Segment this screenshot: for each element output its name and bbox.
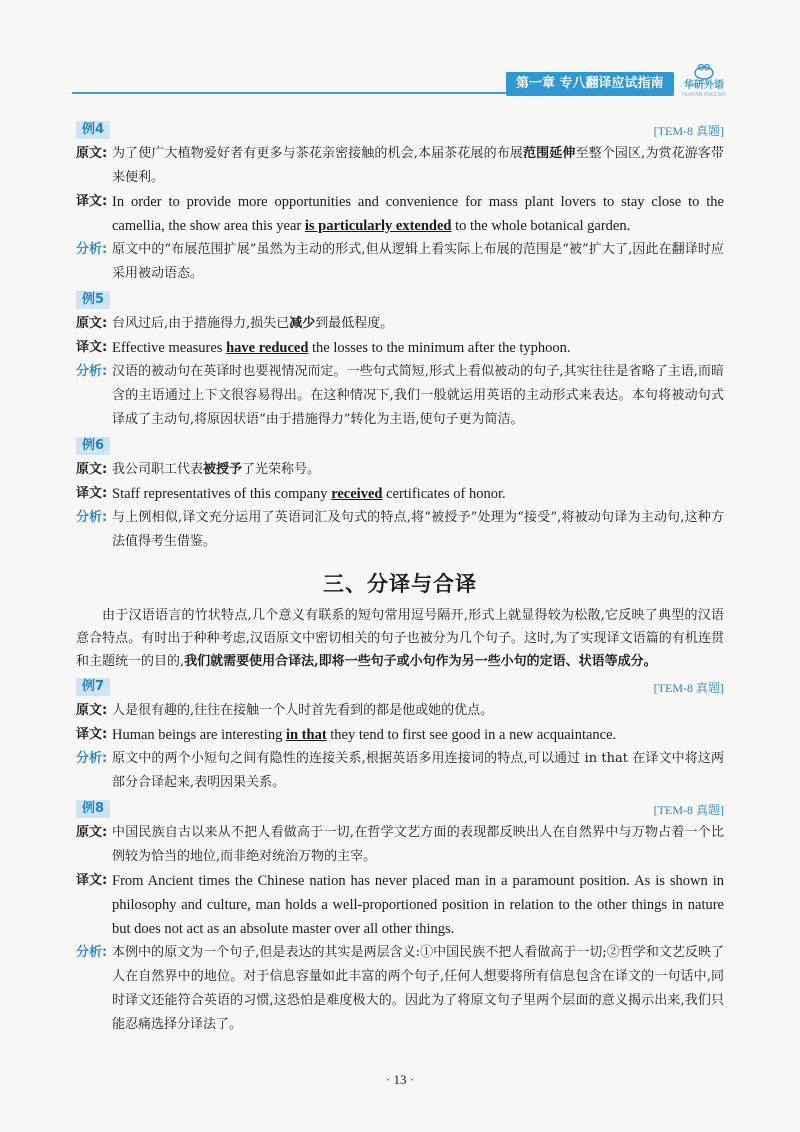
translation-tag: 译文:: [76, 194, 108, 209]
example-block: [76, 290, 724, 432]
analysis-tag: 分析:: [76, 510, 108, 525]
translation-tag: 译文:: [76, 727, 108, 742]
original-text: 为了使广大植物爱好者有更多与茶花亲密接触的机会,本届茶花展的布展范围延伸至整个园区,为赏花游客带来便利。: [112, 146, 724, 185]
original-text: 台风过后,由于措施得力,损失已减少到最低程度。: [112, 316, 394, 331]
highlight-phrase: 减少: [289, 316, 316, 331]
analysis-tag: 分析:: [76, 751, 108, 766]
intro-bold-text: 我们就需要使用合译法,即将一些句子或小句作为另一些小句的定语、状语等成分。: [184, 654, 657, 669]
highlight-phrase: received: [331, 486, 383, 502]
exam-source: [TEM-8 真题]: [653, 681, 724, 695]
logo-icon: [693, 62, 715, 80]
example-label: 例4: [76, 121, 110, 139]
highlight-phrase: 范围延伸: [523, 146, 576, 161]
analysis-text: 原文中的“布展范围扩展”虽然为主动的形式,但从逻辑上看实际上布展的范围是“被”扩大了,因此在翻译时应采用被动语态。: [112, 242, 724, 281]
original-tag: 原文:: [76, 316, 108, 331]
example-label: 例8: [76, 800, 110, 818]
original-tag: 原文:: [76, 462, 108, 477]
translation-text: In order to provide more opportunities and convenience for mass plant lovers to stay close to the camellia, the show area this year is particularly extended to the whole botanical garden.: [112, 194, 724, 234]
original-tag: 原文:: [76, 703, 108, 718]
analysis-text: 原文中的两个小短句之间有隐性的连接关系,根据英语多用连接词的特点,可以通过 in that 在译文中将这两部分合译起来,表明因果关系。: [112, 751, 724, 790]
example-block: [76, 677, 724, 795]
page-number: · 13 ·: [385, 1072, 415, 1087]
analysis-text: 汉语的被动句在英译时也要视情况而定。一些句式简短,形式上看似被动的句子,其实往往是省略了主语,而暗含的主语通过上下文很容易得出。在这种情况下,我们一般就运用英语的主动形式来表达。本句将被动句式译成了主动句,将原因状语“由于措施得力”转化为主语,使句子更为简洁。: [112, 364, 724, 427]
page-header: [0, 62, 800, 102]
chapter-title: 第一章 专八翻译应试指南: [506, 72, 674, 96]
translation-text: Human beings are interesting in that they tend to first see good in a new acquaintance.: [112, 727, 617, 743]
exam-source: [TEM-8 真题]: [653, 124, 724, 138]
translation-tag: 译文:: [76, 340, 108, 355]
section-title: 三、分译与合译: [323, 572, 477, 596]
section-intro: 由于汉语语言的竹状特点,几个意义有联系的短句常用逗号隔开,形式上就显得较为松散,它反映了典型的汉语意合特点。有时出于种种考虑,汉语原文中密切相关的句子也被分为几个句子。这时,为了实现译文语篇的有机连贯和主题统一的目的,我们就需要使用合译法,即将一些句子或小句作为另一些小句的定语、状语等成分。: [76, 608, 724, 669]
original-text: 我公司职工代表被授予了光荣称号。: [112, 462, 321, 477]
highlight-phrase: in that: [285, 727, 327, 743]
logo-brand: 华研外语: [684, 80, 724, 91]
analysis-tag: 分析:: [76, 945, 108, 960]
analysis-tag: 分析:: [76, 364, 108, 379]
translation-text: Staff representatives of this company received certificates of honor.: [112, 486, 506, 502]
header-rule: [72, 92, 507, 94]
highlight-phrase: have reduced: [226, 340, 309, 356]
exam-source: [TEM-8 真题]: [653, 803, 724, 817]
translation-text: From Ancient times the Chinese nation has never placed man in a paramount position. As is shown in philosophy and culture, man holds a well-proportioned position in relation to the other things in nature but does not act as an absolute master over all other things.: [112, 873, 724, 937]
translation-tag: 译文:: [76, 486, 108, 501]
analysis-tag: 分析:: [76, 242, 108, 257]
example-label: 例5: [76, 291, 110, 309]
logo-subtext: HUAYAN ENGLISH: [682, 92, 726, 98]
translation-tag: 译文:: [76, 873, 108, 888]
original-tag: 原文:: [76, 825, 108, 840]
example-label: 例6: [76, 437, 110, 455]
translation-text: Effective measures have reduced the losses to the minimum after the typhoon.: [112, 340, 571, 356]
example-block: [76, 436, 724, 554]
highlight-phrase: is particularly extended: [304, 218, 452, 234]
original-tag: 原文:: [76, 146, 108, 161]
page-content: [76, 116, 724, 1037]
publisher-logo: [674, 62, 734, 102]
analysis-text: 与上例相似,译文充分运用了英语词汇及句式的特点,将“被授予”处理为“接受”,将被动句译为主动句,这种方法值得考生借鉴。: [112, 510, 724, 549]
highlight-phrase: 被授予: [203, 462, 243, 477]
analysis-text: 本例中的原文为一个句子,但是表达的其实是两层含义:①中国民族不把人看做高于一切;②哲学和文艺反映了人在自然界中的地位。对于信息容量如此丰富的两个句子,任何人想要将所有信息包含在译文的一句话中,同时译文还能符合英语的习惯,这恐怕是难度极大的。因此为了将原文句子里两个层面的意义揭示出来,我们只能忍痛选择分译法了。: [112, 945, 724, 1032]
example-label: 例7: [76, 678, 110, 696]
example-block: [76, 799, 724, 1037]
original-text: 中国民族自古以来从不把人看做高于一切,在哲学文艺方面的表现都反映出人在自然界中与万物占着一个比例较为恰当的地位,而非绝对统治万物的主宰。: [112, 825, 724, 864]
original-text: 人是很有趣的,往往在接触一个人时首先看到的都是他或她的优点。: [112, 703, 494, 718]
example-block: [76, 120, 724, 286]
